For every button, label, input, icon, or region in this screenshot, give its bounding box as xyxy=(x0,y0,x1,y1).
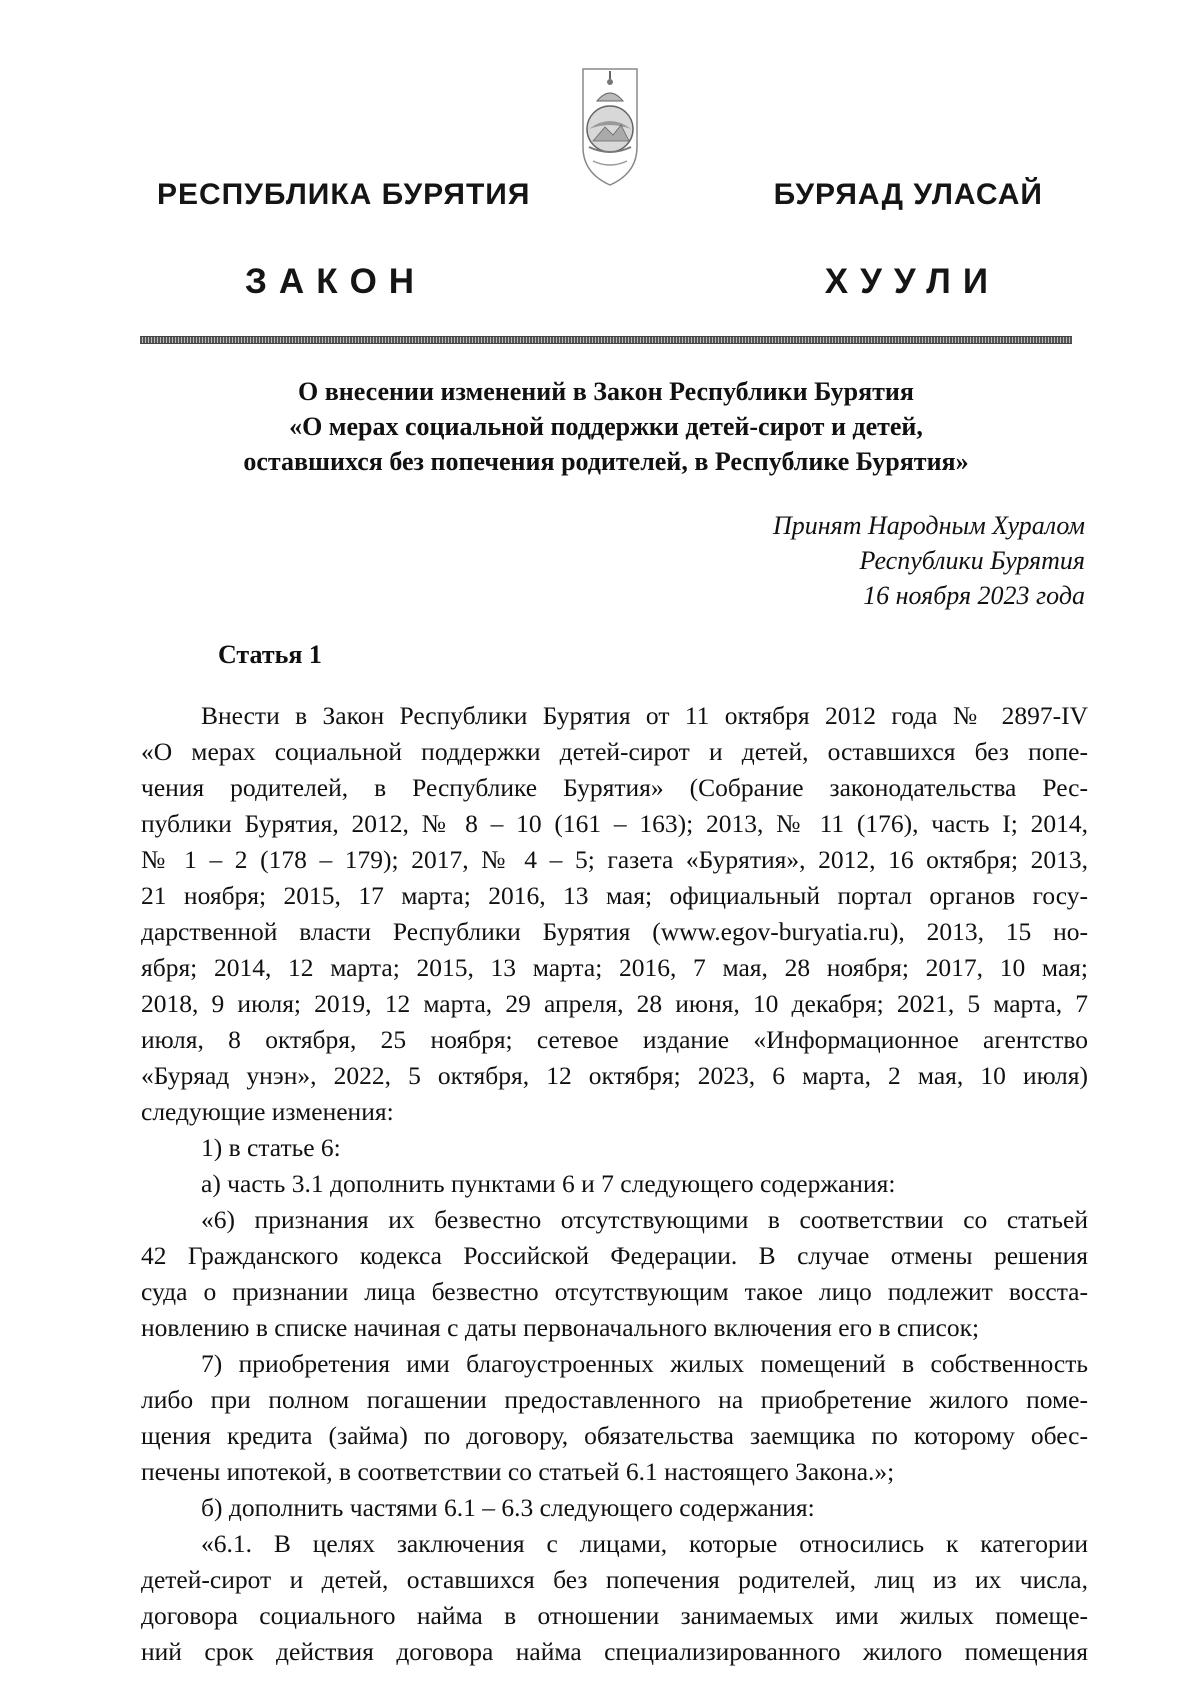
adoption-line: Принят Народным Хуралом xyxy=(772,511,1085,540)
body-line: ний срок действия договора найма специализированного жилого помещения xyxy=(141,1637,1088,1666)
body-line: щения кредита (займа) по договору, обязательства заемщика по которому обес- xyxy=(141,1421,1088,1450)
body-line: либо при полном погашении предоставленного на приобретение жилого поме- xyxy=(141,1385,1088,1414)
adoption-line: Республики Бурятия xyxy=(859,546,1085,575)
doc-type-russian: ЗАКОН xyxy=(245,262,427,301)
republic-name-russian: РЕСПУБЛИКА БУРЯТИЯ xyxy=(157,178,531,211)
law-title xyxy=(140,374,1072,479)
body-line: «Буряад унэн», 2022, 5 октября, 12 октября; 2023, 6 марта, 2 мая, 10 июля) xyxy=(141,1061,1088,1090)
law-title-line: «О мерах социальной поддержки детей-сирот и детей, xyxy=(289,412,923,441)
body-line: новлению в списке начиная с даты первоначального включения его в список; xyxy=(141,1313,980,1342)
body-line: дарственной власти Республики Бурятия (www.egov-buryatia.ru), 2013, 15 но- xyxy=(141,917,1088,946)
body-line: 2018, 9 июля; 2019, 12 марта, 29 апреля, 28 июня, 10 декабря; 2021, 5 марта, 7 xyxy=(141,989,1088,1018)
article-body xyxy=(141,698,1088,1670)
body-line: «6) признания их безвестно отсутствующими в соответствии со статьей xyxy=(201,1205,1088,1234)
body-line: следующие изменения: xyxy=(141,1097,394,1126)
article-heading: Статья 1 xyxy=(218,640,322,669)
body-line: 21 ноября; 2015, 17 марта; 2016, 13 мая; официальный портал органов госу- xyxy=(141,881,1088,910)
body-line: 42 Гражданского кодекса Российской Федерации. В случае отмены решения xyxy=(141,1241,1088,1270)
body-line: «О мерах социальной поддержки детей-сирот и детей, оставшихся без попе- xyxy=(141,737,1088,766)
body-line: детей-сирот и детей, оставшихся без попечения родителей, лиц из их числа, xyxy=(141,1565,1088,1594)
doc-type-buryat: ХУУЛИ xyxy=(824,262,1000,301)
body-line: б) дополнить частями 6.1 – 6.3 следующего содержания: xyxy=(201,1493,815,1522)
coat-of-arms-icon xyxy=(575,55,645,188)
republic-name-buryat: БУРЯАД УЛАСАЙ xyxy=(773,178,1043,211)
body-line: а) часть 3.1 дополнить пунктами 6 и 7 следующего содержания: xyxy=(201,1169,896,1198)
body-line: суда о признании лица безвестно отсутствующим такое лицо подлежит восста- xyxy=(141,1277,1088,1306)
body-line: 1) в статье 6: xyxy=(201,1133,341,1162)
body-line: публики Бурятия, 2012, № 8 – 10 (161 – 163); 2013, № 11 (176), часть I; 2014, xyxy=(141,809,1088,838)
adoption-date: 16 ноября 2023 года xyxy=(863,581,1085,610)
body-line: № 1 – 2 (178 – 179); 2017, № 4 – 5; газета «Бурятия», 2012, 16 октября; 2013, xyxy=(141,845,1088,874)
body-line: договора социального найма в отношении занимаемых ими жилых помеще- xyxy=(141,1601,1088,1630)
law-title-line: оставшихся без попечения родителей, в Республике Бурятия» xyxy=(243,447,969,476)
law-title-line: О внесении изменений в Закон Республики Бурятия xyxy=(298,377,914,406)
body-line: июля, 8 октября, 25 ноября; сетевое издание «Информационное агентство xyxy=(141,1025,1088,1054)
body-line: Внести в Закон Республики Бурятия от 11 октября 2012 года № 2897-IV xyxy=(201,701,1088,730)
body-line: ября; 2014, 12 марта; 2015, 13 марта; 2016, 7 мая, 28 ноября; 2017, 10 мая; xyxy=(141,953,1088,982)
body-line: 7) приобретения ими благоустроенных жилых помещений в собственность xyxy=(201,1349,1088,1378)
adoption-note xyxy=(773,508,1085,613)
body-line: печены ипотекой, в соответствии со статьей 6.1 настоящего Закона.»; xyxy=(141,1457,895,1486)
body-line: чения родителей, в Республике Бурятия» (Собрание законодательства Рес- xyxy=(141,773,1088,802)
header-divider xyxy=(140,336,1072,344)
body-line: «6.1. В целях заключения с лицами, которые относились к категории xyxy=(201,1529,1088,1558)
